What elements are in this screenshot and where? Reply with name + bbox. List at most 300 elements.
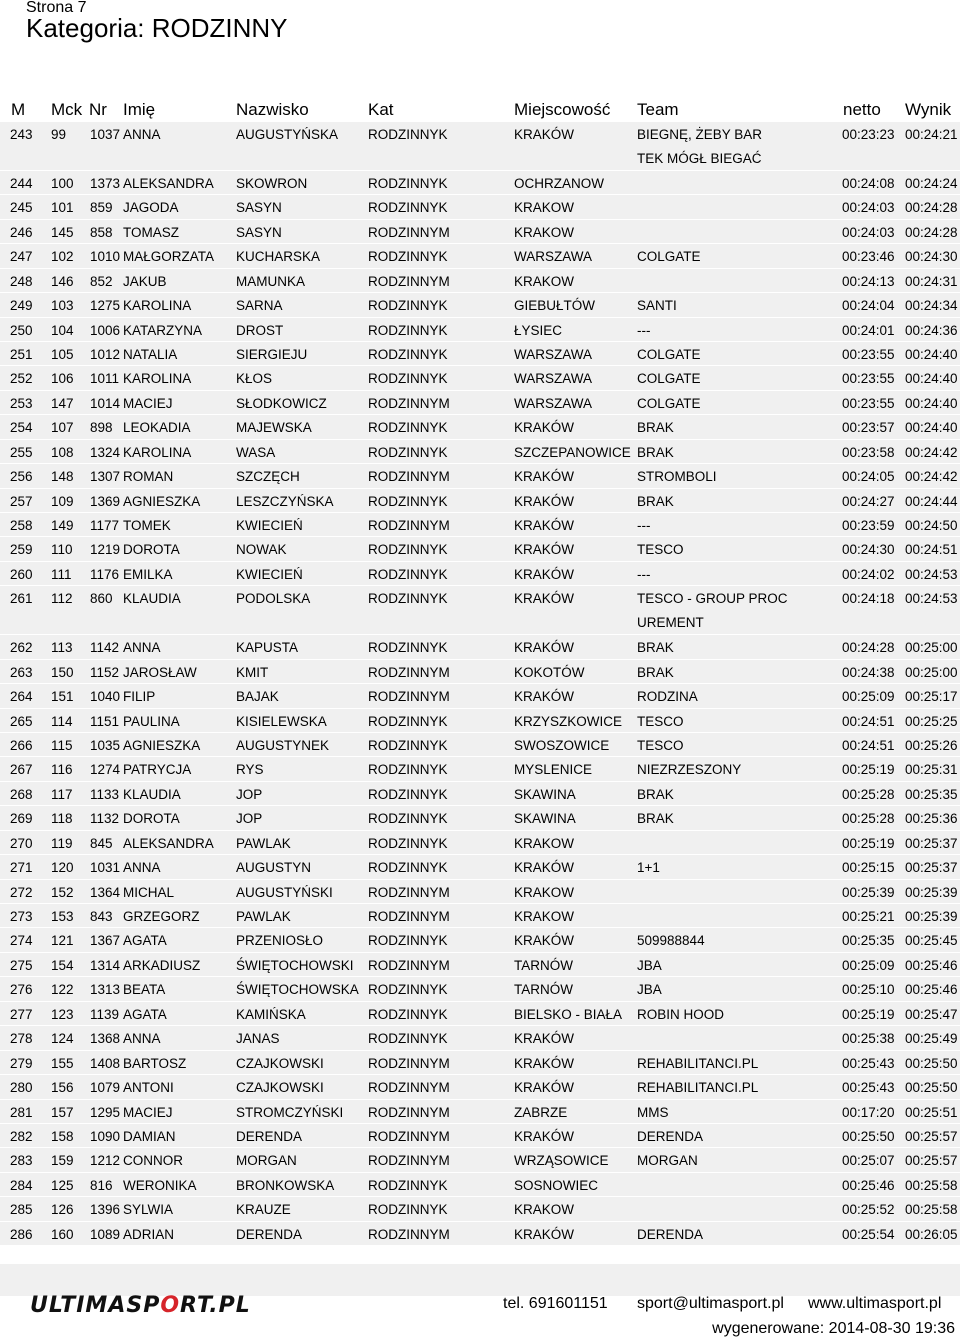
cell-mck: 112 xyxy=(51,591,73,607)
cell-mck: 154 xyxy=(51,957,74,973)
cell-mck: 100 xyxy=(51,175,74,191)
cell-nr: 1177 xyxy=(90,518,120,534)
cell-miejscowosc: KRAKÓW xyxy=(514,493,575,509)
cell-imie: AGNIESZKA xyxy=(123,493,201,509)
cell-mck: 118 xyxy=(51,811,73,827)
footer-phone: tel. 691601151 xyxy=(503,1295,608,1312)
cell-imie: ROMAN xyxy=(123,469,174,485)
cell-team-continuation: UREMENT xyxy=(637,615,704,631)
cell-nazwisko: MAJEWSKA xyxy=(236,420,312,436)
cell-m: 263 xyxy=(10,664,33,680)
cell-m: 281 xyxy=(10,1104,33,1120)
cell-netto: 00:25:54 xyxy=(842,1226,895,1242)
table-row xyxy=(0,586,960,635)
cell-nazwisko: AUGUSTYŃSKA xyxy=(236,127,339,142)
cell-miejscowosc: KRAKÓW xyxy=(514,542,575,558)
table-row xyxy=(0,537,960,561)
cell-imie: ADRIAN xyxy=(123,1226,175,1242)
cell-m: 264 xyxy=(10,689,33,705)
col-wynik: Wynik xyxy=(905,100,952,119)
cell-nazwisko: CZAJKOWSKI xyxy=(236,1080,324,1096)
cell-nr: 1274 xyxy=(90,762,121,778)
cell-netto: 00:25:07 xyxy=(842,1153,895,1169)
cell-imie: PAULINA xyxy=(123,713,180,729)
cell-wynik: 00:25:26 xyxy=(905,737,958,753)
cell-miejscowosc: SKAWINA xyxy=(514,811,576,827)
cell-nazwisko: DERENDA xyxy=(236,1226,303,1242)
cell-netto: 00:24:04 xyxy=(842,298,895,314)
cell-team: NIEZRZESZONY xyxy=(637,762,742,778)
table-row xyxy=(0,1051,960,1075)
cell-miejscowosc: MYSLENICE xyxy=(514,762,593,778)
cell-mck: 152 xyxy=(51,884,74,900)
table-row xyxy=(0,464,960,488)
cell-netto: 00:25:43 xyxy=(842,1080,895,1096)
cell-imie: GRZEGORZ xyxy=(123,909,200,925)
table-row xyxy=(0,831,960,855)
cell-miejscowosc: KRAKÓW xyxy=(514,640,575,656)
cell-wynik: 00:25:17 xyxy=(905,689,958,705)
cell-nr: 1040 xyxy=(90,689,121,705)
cell-wynik: 00:24:36 xyxy=(905,322,958,338)
cell-m: 266 xyxy=(10,737,33,753)
cell-netto: 00:25:15 xyxy=(842,860,895,876)
cell-m: 276 xyxy=(10,982,33,998)
cell-nazwisko: NOWAK xyxy=(236,542,287,558)
cell-nazwisko: KWIECIEŃ xyxy=(236,518,303,534)
cell-nr: 1275 xyxy=(90,298,121,314)
table-row xyxy=(0,513,960,537)
cell-netto: 00:25:39 xyxy=(842,884,895,900)
cell-kat: RODZINNYK xyxy=(368,933,448,949)
cell-nr: 1010 xyxy=(90,249,121,265)
cell-m: 247 xyxy=(10,249,33,265)
table-row xyxy=(0,1148,960,1172)
cell-wynik: 00:24:28 xyxy=(905,224,958,240)
table-header xyxy=(0,100,960,122)
cell-imie: DOROTA xyxy=(123,542,180,558)
cell-m: 271 xyxy=(10,860,33,876)
cell-netto: 00:25:28 xyxy=(842,811,895,827)
cell-nr: 1408 xyxy=(90,1055,121,1071)
cell-m: 262 xyxy=(10,640,33,656)
cell-kat: RODZINNYK xyxy=(368,444,448,460)
cell-mck: 119 xyxy=(51,835,73,851)
cell-team: DERENDA xyxy=(637,1226,704,1242)
cell-kat: RODZINNYK xyxy=(368,249,448,265)
table-row xyxy=(0,880,960,904)
cell-nr: 1012 xyxy=(90,346,121,362)
cell-nr: 1152 xyxy=(90,664,120,680)
cell-miejscowosc: KRAKÓW xyxy=(514,420,575,436)
cell-mck: 106 xyxy=(51,371,74,387)
table-row xyxy=(0,171,960,195)
cell-miejscowosc: SKAWINA xyxy=(514,786,576,802)
cell-wynik: 00:24:44 xyxy=(905,493,958,509)
cell-miejscowosc: GIEBUŁTÓW xyxy=(514,298,596,314)
cell-nr: 1212 xyxy=(90,1153,121,1169)
cell-team: COLGATE xyxy=(637,371,701,387)
cell-m: 269 xyxy=(10,811,33,827)
cell-nazwisko: SŁODKOWICZ xyxy=(236,395,327,411)
cell-mck: 116 xyxy=(51,762,73,778)
cell-miejscowosc: TARNÓW xyxy=(514,982,573,998)
cell-miejscowosc: KRAKOW xyxy=(514,200,575,216)
cell-nr: 843 xyxy=(90,909,113,925)
table-row xyxy=(0,391,960,415)
cell-team: RODZINA xyxy=(637,689,698,705)
cell-imie: BEATA xyxy=(123,982,166,998)
cell-mck: 126 xyxy=(51,1202,74,1218)
cell-m: 268 xyxy=(10,786,33,802)
table-row xyxy=(0,1026,960,1050)
cell-netto: 00:25:21 xyxy=(842,909,895,925)
cell-kat: RODZINNYM xyxy=(368,518,450,534)
cell-netto: 00:24:18 xyxy=(842,591,895,607)
cell-wynik: 00:24:31 xyxy=(905,273,958,289)
cell-kat: RODZINNYM xyxy=(368,224,450,240)
cell-wynik: 00:25:37 xyxy=(905,860,958,876)
table-row xyxy=(0,1222,960,1246)
cell-kat: RODZINNYM xyxy=(368,689,450,705)
cell-imie: ANNA xyxy=(123,127,161,142)
cell-imie: MAŁGORZATA xyxy=(123,249,215,265)
col-netto: netto xyxy=(843,100,881,119)
cell-wynik: 00:24:51 xyxy=(905,542,958,558)
cell-mck: 151 xyxy=(51,689,74,705)
cell-team: BIEGNĘ, ŻEBY BAR xyxy=(637,127,763,142)
cell-miejscowosc: KRAKÓW xyxy=(514,1080,575,1096)
cell-netto: 00:24:51 xyxy=(842,713,895,729)
cell-nazwisko: KAPUSTA xyxy=(236,640,299,656)
cell-nr: 816 xyxy=(90,1177,113,1193)
cell-team: MMS xyxy=(637,1104,669,1120)
cell-wynik: 00:24:21 xyxy=(905,127,958,142)
cell-nazwisko: SKOWRON xyxy=(236,175,308,191)
cell-imie: CONNOR xyxy=(123,1153,183,1169)
cell-imie: AGATA xyxy=(123,1006,167,1022)
cell-netto: 00:25:09 xyxy=(842,957,895,973)
cell-miejscowosc: SWOSZOWICE xyxy=(514,737,610,753)
table-row xyxy=(0,855,960,879)
cell-nr: 860 xyxy=(90,591,113,607)
cell-kat: RODZINNYM xyxy=(368,664,450,680)
cell-netto: 00:23:59 xyxy=(842,518,895,534)
cell-imie: NATALIA xyxy=(123,346,178,362)
table-row xyxy=(0,782,960,806)
cell-kat: RODZINNYM xyxy=(368,884,450,900)
cell-nr: 1014 xyxy=(90,395,121,411)
cell-mck: 123 xyxy=(51,1006,74,1022)
cell-kat: RODZINNYK xyxy=(368,346,448,362)
cell-m: 275 xyxy=(10,957,33,973)
table-row xyxy=(0,440,960,464)
cell-imie: ANNA xyxy=(123,1031,161,1047)
cell-m: 282 xyxy=(10,1128,33,1144)
cell-netto: 00:23:57 xyxy=(842,420,895,436)
cell-netto: 00:24:08 xyxy=(842,175,895,191)
cell-nazwisko: PAWLAK xyxy=(236,835,291,851)
table-row xyxy=(0,806,960,830)
col-miejscowosc: Miejscowość xyxy=(514,100,611,119)
cell-miejscowosc: ZABRZE xyxy=(514,1104,568,1120)
cell-miejscowosc: ŁYSIEC xyxy=(514,322,563,338)
cell-wynik: 00:25:39 xyxy=(905,909,958,925)
cell-netto: 00:25:19 xyxy=(842,1006,895,1022)
table-row xyxy=(0,635,960,659)
cell-kat: RODZINNYM xyxy=(368,1055,450,1071)
cell-nr: 1307 xyxy=(90,469,121,485)
cell-wynik: 00:25:58 xyxy=(905,1202,958,1218)
cell-netto: 00:25:52 xyxy=(842,1202,895,1218)
cell-kat: RODZINNYM xyxy=(368,1226,450,1242)
cell-wynik: 00:24:40 xyxy=(905,371,958,387)
cell-netto: 00:24:13 xyxy=(842,273,895,289)
table-row xyxy=(0,366,960,390)
cell-team: 509988844 xyxy=(637,933,705,949)
cell-netto: 00:24:03 xyxy=(842,224,895,240)
cell-wynik: 00:25:47 xyxy=(905,1006,958,1022)
cell-mck: 148 xyxy=(51,469,74,485)
cell-kat: RODZINNYK xyxy=(368,811,448,827)
cell-nazwisko: WASA xyxy=(236,444,276,460)
cell-nr: 1090 xyxy=(90,1128,121,1144)
cell-m: 257 xyxy=(10,493,33,509)
cell-netto: 00:25:28 xyxy=(842,786,895,802)
cell-nazwisko: SASYN xyxy=(236,200,282,216)
cell-kat: RODZINNYM xyxy=(368,1104,450,1120)
cell-nazwisko: SIERGIEJU xyxy=(236,346,308,362)
cell-m: 244 xyxy=(10,175,33,191)
table-row xyxy=(0,757,960,781)
col-kat: Kat xyxy=(368,100,394,119)
cell-mck: 101 xyxy=(51,200,74,216)
cell-imie: ARKADIUSZ xyxy=(123,957,201,973)
cell-nazwisko: AUGUSTYNEK xyxy=(236,737,330,753)
cell-miejscowosc: KRAKOW xyxy=(514,835,575,851)
generated-timestamp: wygenerowane: 2014-08-30 19:36 xyxy=(712,1320,955,1337)
cell-m: 280 xyxy=(10,1080,33,1096)
cell-m: 251 xyxy=(10,346,33,362)
cell-team: BRAK xyxy=(637,493,674,509)
cell-imie: MICHAL xyxy=(123,884,175,900)
cell-imie: KLAUDIA xyxy=(123,786,181,802)
cell-imie: ANNA xyxy=(123,640,161,656)
cell-wynik: 00:25:37 xyxy=(905,835,958,851)
cell-wynik: 00:24:40 xyxy=(905,420,958,436)
cell-nazwisko: CZAJKOWSKI xyxy=(236,1055,324,1071)
cell-kat: RODZINNYK xyxy=(368,1006,448,1022)
cell-team: --- xyxy=(637,566,651,582)
cell-team: TESCO xyxy=(637,737,684,753)
cell-team: --- xyxy=(637,518,651,534)
cell-m: 278 xyxy=(10,1031,33,1047)
cell-netto: 00:24:27 xyxy=(842,493,895,509)
cell-m: 267 xyxy=(10,762,33,778)
cell-team: REHABILITANCI.PL xyxy=(637,1055,759,1071)
cell-nazwisko: BAJAK xyxy=(236,689,279,705)
cell-m: 261 xyxy=(10,591,33,607)
cell-imie: PATRYCJA xyxy=(123,762,192,778)
cell-nr: 1313 xyxy=(90,982,121,998)
cell-wynik: 00:25:49 xyxy=(905,1031,958,1047)
cell-wynik: 00:25:46 xyxy=(905,982,958,998)
cell-nr: 1035 xyxy=(90,737,121,753)
cell-miejscowosc: KRAKÓW xyxy=(514,518,575,534)
cell-team: DERENDA xyxy=(637,1128,704,1144)
footer-email[interactable]: sport@ultimasport.pl xyxy=(637,1295,784,1312)
cell-imie: SYLWIA xyxy=(123,1202,174,1218)
cell-mck: 117 xyxy=(51,786,73,802)
cell-team: JBA xyxy=(637,957,662,973)
cell-nr: 1079 xyxy=(90,1080,121,1096)
cell-imie: MACIEJ xyxy=(123,395,173,411)
cell-team: BRAK xyxy=(637,664,674,680)
cell-nazwisko: KWIECIEŃ xyxy=(236,566,303,582)
cell-imie: DAMIAN xyxy=(123,1128,176,1144)
cell-netto: 00:24:51 xyxy=(842,737,895,753)
cell-team: MORGAN xyxy=(637,1153,698,1169)
cell-imie: JAGODA xyxy=(123,200,179,216)
cell-nazwisko: SASYN xyxy=(236,224,282,240)
cell-imie: AGNIESZKA xyxy=(123,737,201,753)
cell-team: BRAK xyxy=(637,444,674,460)
cell-netto: 00:23:46 xyxy=(842,249,895,265)
cell-kat: RODZINNYK xyxy=(368,200,448,216)
cell-nr: 898 xyxy=(90,420,113,436)
cell-m: 274 xyxy=(10,933,33,949)
cell-imie: EMILKA xyxy=(123,566,173,582)
cell-miejscowosc: KRAKÓW xyxy=(514,860,575,876)
cell-miejscowosc: SOSNOWIEC xyxy=(514,1177,599,1193)
cell-nazwisko: DERENDA xyxy=(236,1128,303,1144)
cell-imie: TOMEK xyxy=(123,518,171,534)
cell-imie: JAKUB xyxy=(123,273,167,289)
cell-nr: 1314 xyxy=(90,957,121,973)
cell-nr: 1367 xyxy=(90,933,121,949)
footer-website[interactable]: www.ultimasport.pl xyxy=(808,1295,942,1312)
cell-netto: 00:25:19 xyxy=(842,762,895,778)
cell-nazwisko: BRONKOWSKA xyxy=(236,1177,335,1193)
cell-imie: BARTOSZ xyxy=(123,1055,187,1071)
cell-wynik: 00:25:45 xyxy=(905,933,958,949)
cell-nazwisko: KISIELEWSKA xyxy=(236,713,327,729)
cell-miejscowosc: BIELSKO - BIAŁA xyxy=(514,1006,623,1022)
cell-team: BRAK xyxy=(637,786,674,802)
cell-miejscowosc: KRAKOW xyxy=(514,909,575,925)
table-row xyxy=(0,1124,960,1148)
cell-imie: TOMASZ xyxy=(123,224,180,240)
cell-mck: 109 xyxy=(51,493,74,509)
cell-wynik: 00:25:00 xyxy=(905,664,958,680)
table-row xyxy=(0,269,960,293)
cell-mck: 108 xyxy=(51,444,74,460)
cell-m: 254 xyxy=(10,420,33,436)
cell-mck: 149 xyxy=(51,518,74,534)
cell-nr: 1324 xyxy=(90,444,121,460)
cell-netto: 00:24:28 xyxy=(842,640,895,656)
cell-mck: 147 xyxy=(51,395,74,411)
cell-mck: 115 xyxy=(51,737,73,753)
col-m: M xyxy=(11,100,26,119)
cell-m: 277 xyxy=(10,1006,33,1022)
cell-nr: 1396 xyxy=(90,1202,121,1218)
cell-miejscowosc: WRZĄSOWICE xyxy=(514,1153,609,1169)
table-row xyxy=(0,1100,960,1124)
cell-nazwisko: AUGUSTYŃSKI xyxy=(236,884,333,900)
cell-mck: 145 xyxy=(51,224,74,240)
cell-nr: 1133 xyxy=(90,786,120,802)
cell-miejscowosc: KRAKÓW xyxy=(514,566,575,582)
cell-wynik: 00:25:58 xyxy=(905,1177,958,1193)
col-nazwisko: Nazwisko xyxy=(236,100,309,119)
cell-team: --- xyxy=(637,322,651,338)
cell-m: 248 xyxy=(10,273,33,289)
cell-nr: 1142 xyxy=(90,640,120,656)
cell-miejscowosc: SZCZEPANOWICE xyxy=(514,444,631,460)
cell-mck: 113 xyxy=(51,640,73,656)
cell-wynik: 00:25:57 xyxy=(905,1128,958,1144)
cell-kat: RODZINNYK xyxy=(368,175,448,191)
table-row xyxy=(0,318,960,342)
cell-nr: 1219 xyxy=(90,542,121,558)
cell-team: SANTI xyxy=(637,298,677,314)
cell-miejscowosc: KRAKÓW xyxy=(514,933,575,949)
cell-kat: RODZINNYM xyxy=(368,1128,450,1144)
cell-kat: RODZINNYM xyxy=(368,957,450,973)
table-row xyxy=(0,660,960,684)
cell-miejscowosc: KRAKOW xyxy=(514,884,575,900)
table-row xyxy=(0,928,960,952)
cell-kat: RODZINNYK xyxy=(368,493,448,509)
cell-team: COLGATE xyxy=(637,346,701,362)
page-label: Strona 7 xyxy=(26,0,87,16)
cell-netto: 00:25:46 xyxy=(842,1177,895,1193)
cell-mck: 121 xyxy=(51,933,74,949)
cell-netto: 00:23:23 xyxy=(842,127,895,142)
cell-netto: 00:24:38 xyxy=(842,664,895,680)
cell-kat: RODZINNYM xyxy=(368,909,450,925)
cell-m: 250 xyxy=(10,322,33,338)
cell-wynik: 00:24:40 xyxy=(905,346,958,362)
cell-nazwisko: SZCZĘCH xyxy=(236,469,300,485)
cell-miejscowosc: KRAKÓW xyxy=(514,1128,575,1144)
cell-nr: 1176 xyxy=(90,566,120,582)
cell-kat: RODZINNYK xyxy=(368,737,448,753)
cell-kat: RODZINNYK xyxy=(368,786,448,802)
cell-wynik: 00:24:42 xyxy=(905,469,958,485)
cell-mck: 114 xyxy=(51,713,73,729)
cell-mck: 105 xyxy=(51,346,74,362)
cell-kat: RODZINNYK xyxy=(368,982,448,998)
cell-imie: JAROSŁAW xyxy=(123,664,197,680)
cell-miejscowosc: KOKOTÓW xyxy=(514,664,585,680)
cell-team: BRAK xyxy=(637,811,674,827)
cell-wynik: 00:25:35 xyxy=(905,786,958,802)
cell-nazwisko: JANAS xyxy=(236,1031,280,1047)
cell-netto: 00:24:03 xyxy=(842,200,895,216)
category-title: Kategoria: RODZINNY xyxy=(26,13,288,43)
cell-kat: RODZINNYK xyxy=(368,591,448,607)
cell-nazwisko: MAMUNKA xyxy=(236,273,306,289)
cell-mck: 111 xyxy=(51,566,72,582)
cell-nazwisko: ŚWIĘTOCHOWSKA xyxy=(236,982,359,998)
cell-nr: 1364 xyxy=(90,884,121,900)
cell-mck: 120 xyxy=(51,860,74,876)
table-row xyxy=(0,415,960,439)
cell-nr: 1132 xyxy=(90,811,120,827)
cell-miejscowosc: WARSZAWA xyxy=(514,371,592,387)
